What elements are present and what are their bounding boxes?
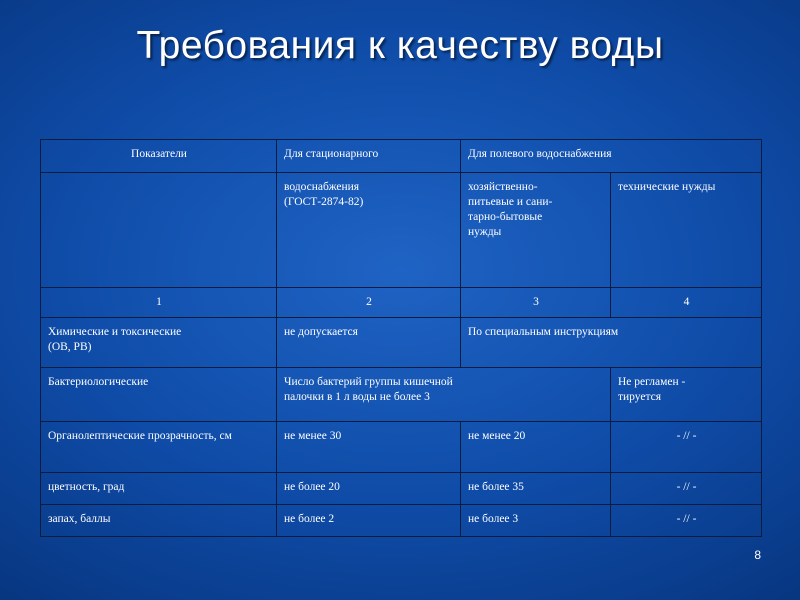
row-color-technical: - // - <box>611 473 762 505</box>
column-number-row <box>41 288 762 318</box>
row-organoleptic-stationary: не менее 30 <box>277 422 461 473</box>
row-chemical <box>41 318 762 368</box>
row-color-stationary: не более 20 <box>277 473 461 505</box>
subheader-empty-cell <box>41 173 277 288</box>
table-subheader-row <box>41 173 762 288</box>
header-field-supply: Для полевого водоснабжения <box>461 140 762 173</box>
subheader-field-drinking: хозяйственно- питьевые и сани- тарно-бытовые нужды <box>461 173 611 288</box>
row-color-label: цветность, град <box>41 473 277 505</box>
row-odor-stationary: не более 2 <box>277 505 461 537</box>
row-odor <box>41 505 762 537</box>
subheader-field-technical: технические нужды <box>611 173 762 288</box>
row-chemical-label: Химические и токсические (ОВ, РВ) <box>41 318 277 368</box>
row-bacteriological-combined: Число бактерий группы кишечной палочки в 1 л воды не более 3 <box>277 368 611 422</box>
row-organoleptic-drinking: не менее 20 <box>461 422 611 473</box>
header-stationary: Для стационарного <box>277 140 461 173</box>
row-odor-technical: - // - <box>611 505 762 537</box>
column-number-2: 2 <box>277 288 461 318</box>
row-odor-label: запах, баллы <box>41 505 277 537</box>
row-color <box>41 473 762 505</box>
header-indicators: Показатели <box>41 140 277 173</box>
water-quality-table <box>40 139 762 537</box>
subheader-stationary: водоснабжения (ГОСТ-2874-82) <box>277 173 461 288</box>
table-header-row <box>41 140 762 173</box>
slide-title: Требования к качеству воды <box>136 24 664 67</box>
row-organoleptic-label: Органолептические прозрачность, см <box>41 422 277 473</box>
page-number: 8 <box>754 548 761 562</box>
row-chemical-stationary: не допускается <box>277 318 461 368</box>
column-number-3: 3 <box>461 288 611 318</box>
row-bacteriological-label: Бактериологические <box>41 368 277 422</box>
column-number-1: 1 <box>41 288 277 318</box>
row-color-drinking: не более 35 <box>461 473 611 505</box>
row-chemical-field: По специальным инструкциям <box>461 318 762 368</box>
row-bacteriological <box>41 368 762 422</box>
column-number-4: 4 <box>611 288 762 318</box>
row-organoleptic <box>41 422 762 473</box>
row-organoleptic-technical: - // - <box>611 422 762 473</box>
row-bacteriological-technical: Не регламен - тируется <box>611 368 762 422</box>
row-odor-drinking: не более 3 <box>461 505 611 537</box>
